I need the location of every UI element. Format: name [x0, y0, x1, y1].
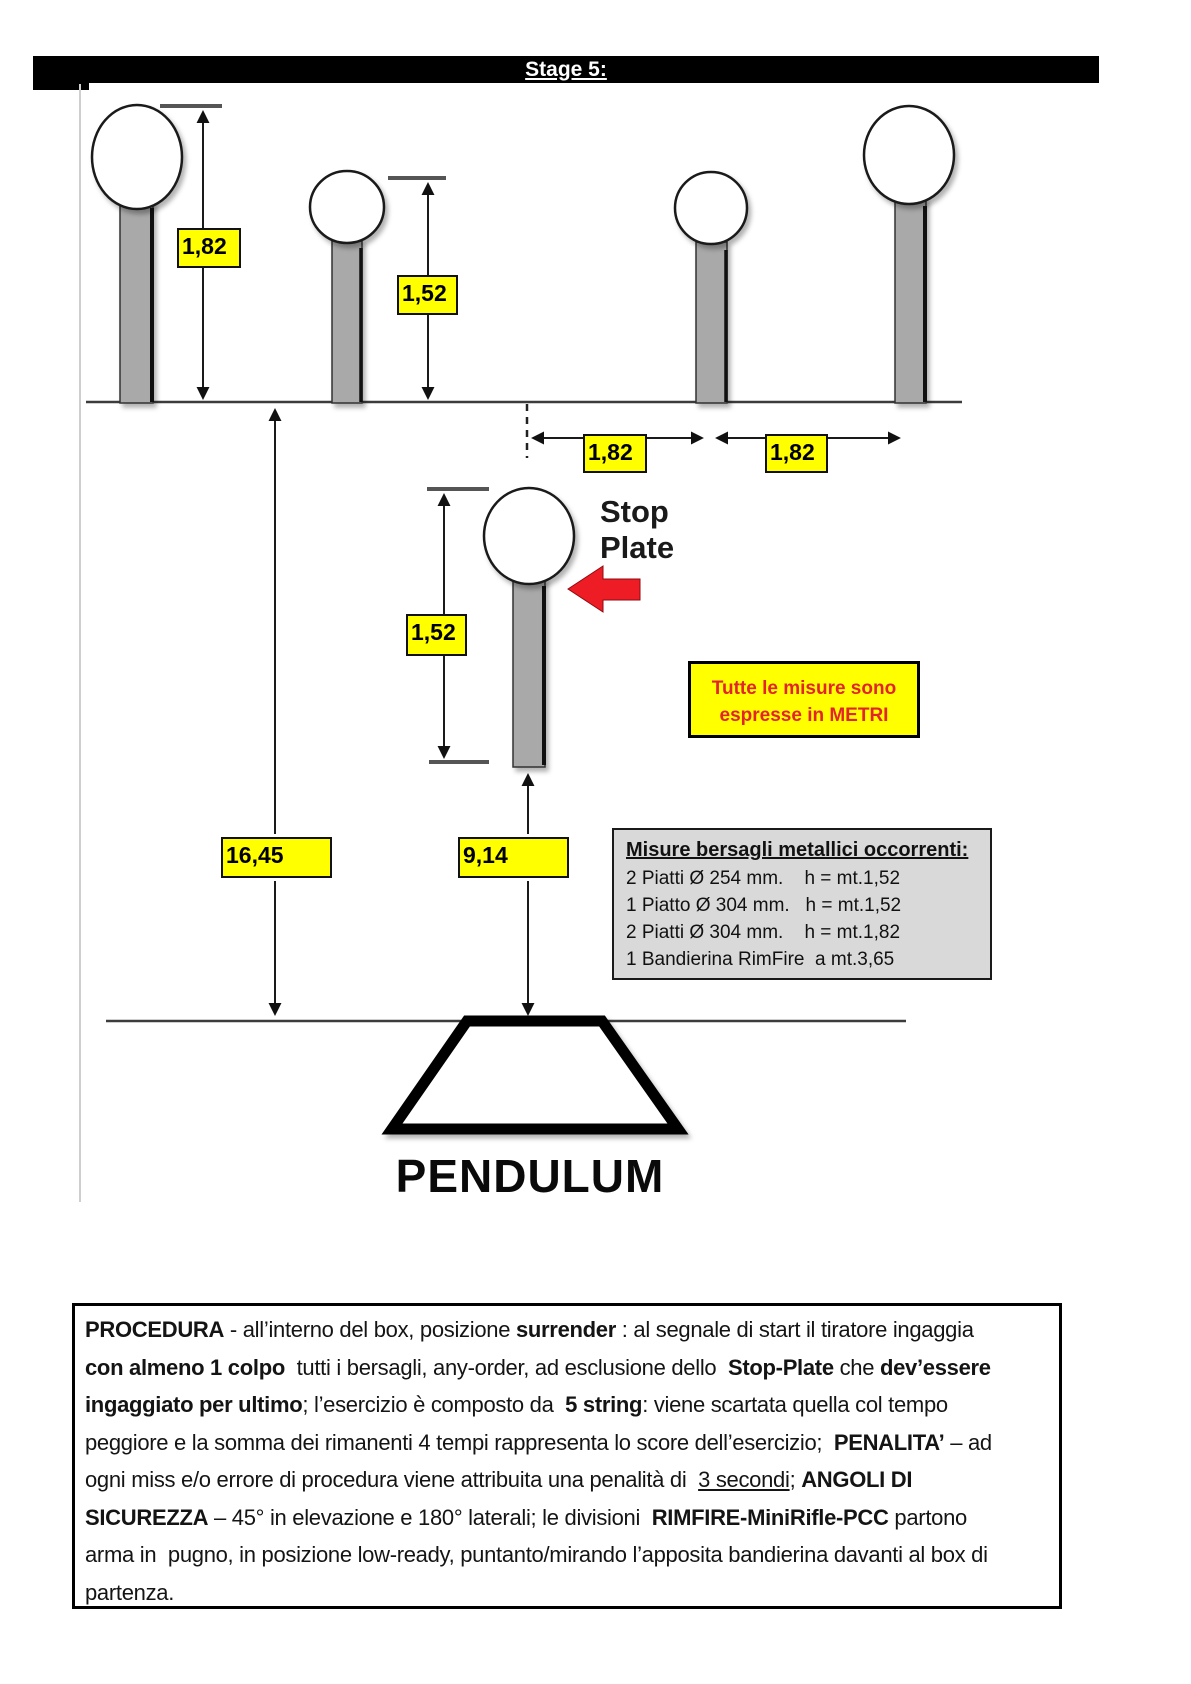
label-distance-stopplate: 9,14 — [458, 837, 569, 878]
targets-measures-row: 2 Piatti Ø 254 mm. h = mt.1,52 — [626, 868, 901, 889]
label-distance-total: 16,45 — [221, 837, 332, 878]
units-note-line2: espresse in METRI — [719, 705, 889, 726]
procedure-line: ogni miss e/o errore di procedura viene attribuita una penalità di 3 secondi; ANGOLI DI — [85, 1467, 913, 1492]
target-4-plate-304 — [864, 106, 954, 403]
label-gap-left: 1,82 — [583, 434, 647, 473]
targets-measures-row: 1 Piatto Ø 304 mm. h = mt.1,52 — [626, 895, 902, 916]
targets-measures-row: 1 Bandierina RimFire a mt.3,65 — [626, 949, 895, 970]
procedure-line: SICUREZZA – 45° in elevazione e 180° laterali; le divisioni RIMFIRE-MiniRifle-PCC partono — [85, 1504, 967, 1530]
pendulum-label: PENDULUM — [395, 1150, 665, 1202]
label-target1-height: 1,82 — [177, 228, 241, 268]
label-stopplate-height: 1,52 — [406, 614, 467, 656]
target-1-plate-304 — [92, 105, 182, 403]
procedure-line: arma in pugno, in posizione low-ready, puntanto/mirando l’apposita bandierina davanti al box di — [85, 1542, 988, 1567]
label-gap-right: 1,82 — [765, 434, 828, 473]
target-2-plate-254 — [310, 171, 384, 403]
procedure-text-box — [72, 1303, 1062, 1609]
procedure-line: partenza. — [85, 1579, 175, 1605]
stop-plate-caption — [600, 494, 730, 566]
red-arrow-icon — [568, 566, 640, 612]
units-note-box — [688, 661, 920, 738]
procedure-lines — [85, 1311, 1049, 1611]
targets-measures-title: Misure bersagli metallici occorrenti: — [626, 839, 969, 861]
procedure-line: PROCEDURA - all’interno del box, posizione surrender : al segnale di start il tiratore ingaggia — [85, 1317, 974, 1342]
procedure-line: ingaggiato per ultimo; l’esercizio è composto da 5 string: viene scartata quella col tempo — [85, 1392, 948, 1417]
stop-plate-caption-line1: Stop — [600, 494, 669, 529]
label-target2-height: 1,52 — [397, 275, 458, 315]
targets-measures-panel — [612, 828, 992, 980]
stop-plate-target — [484, 488, 574, 767]
procedure-line: peggiore e la somma dei rimanenti 4 tempi rappresenta lo score dell’esercizio; PENALITA’ – ad — [85, 1429, 992, 1455]
stop-plate-caption-line2: Plate — [600, 530, 675, 565]
procedure-line: con almeno 1 colpo tutti i bersagli, any-order, ad esclusione dello Stop-Plate che dev’essere — [85, 1354, 991, 1380]
units-note-line1: Tutte le misure sono — [711, 678, 897, 699]
stage-title: Stage 5: — [525, 57, 607, 81]
pendulum-shape — [392, 1021, 678, 1129]
target-3-plate-254 — [675, 172, 747, 403]
targets-measures-row: 2 Piatti Ø 304 mm. h = mt.1,82 — [626, 922, 901, 943]
